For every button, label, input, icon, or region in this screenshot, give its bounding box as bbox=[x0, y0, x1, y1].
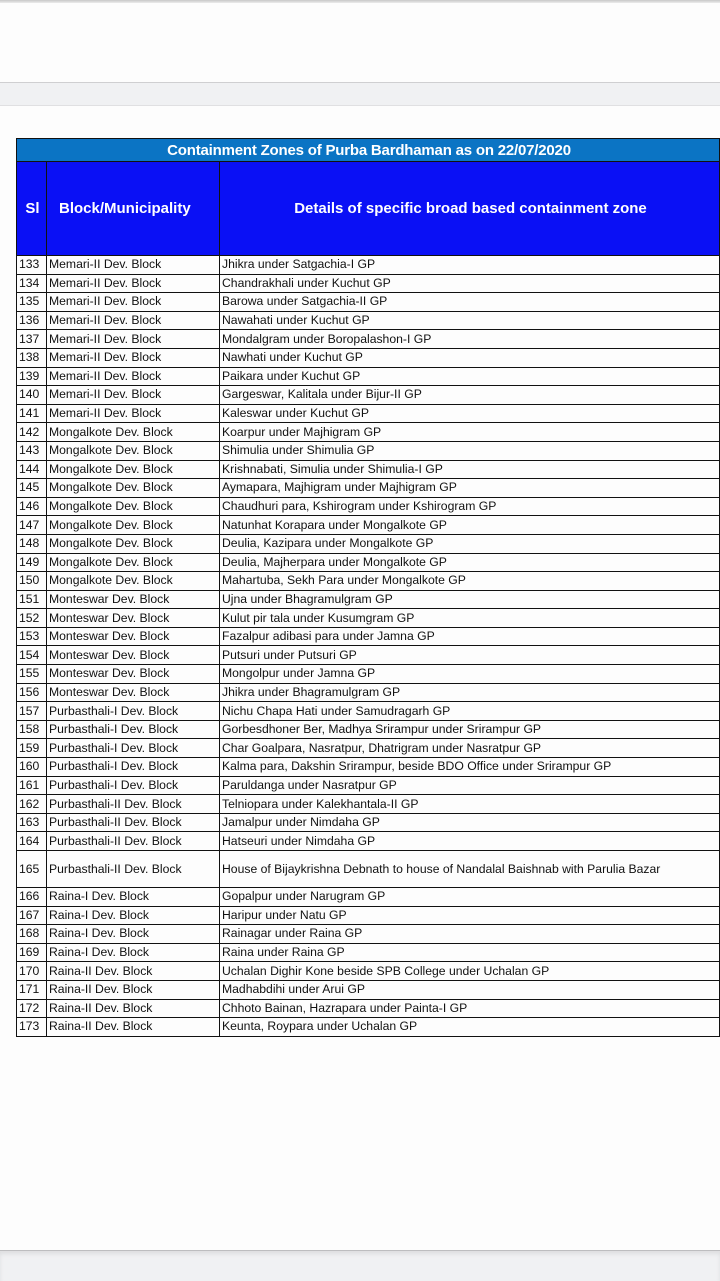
table-row bbox=[17, 516, 720, 535]
row-block: Monteswar Dev. Block bbox=[47, 683, 220, 702]
row-details: Barowa under Satgachia-II GP bbox=[220, 293, 720, 312]
row-details: Kaleswar under Kuchut GP bbox=[220, 404, 720, 423]
row-block: Raina-II Dev. Block bbox=[47, 980, 220, 999]
column-header-details: Details of specific broad based containment zone bbox=[220, 162, 720, 256]
row-sl: 161 bbox=[17, 776, 47, 795]
row-details: Nawhati under Kuchut GP bbox=[220, 348, 720, 367]
table-row bbox=[17, 999, 720, 1018]
row-details: Gargeswar, Kalitala under Bijur-II GP bbox=[220, 386, 720, 405]
row-details: Haripur under Natu GP bbox=[220, 906, 720, 925]
row-block: Mongalkote Dev. Block bbox=[47, 497, 220, 516]
table-body bbox=[17, 256, 720, 1037]
table-row bbox=[17, 646, 720, 665]
row-details: Hatseuri under Nimdaha GP bbox=[220, 832, 720, 851]
row-sl: 135 bbox=[17, 293, 47, 312]
row-sl: 149 bbox=[17, 553, 47, 572]
row-sl: 173 bbox=[17, 1018, 47, 1037]
row-sl: 168 bbox=[17, 925, 47, 944]
row-sl: 166 bbox=[17, 888, 47, 907]
row-block: Purbasthali-I Dev. Block bbox=[47, 720, 220, 739]
row-details: Kalma para, Dakshin Srirampur, beside BDO Office under Srirampur GP bbox=[220, 758, 720, 777]
column-header-row bbox=[17, 162, 720, 256]
row-details: Paikara under Kuchut GP bbox=[220, 367, 720, 386]
row-block: Monteswar Dev. Block bbox=[47, 646, 220, 665]
row-details: Telniopara under Kalekhantala-II GP bbox=[220, 795, 720, 814]
table-row bbox=[17, 683, 720, 702]
row-sl: 167 bbox=[17, 906, 47, 925]
row-sl: 136 bbox=[17, 311, 47, 330]
row-sl: 133 bbox=[17, 256, 47, 275]
table-row bbox=[17, 925, 720, 944]
row-block: Mongalkote Dev. Block bbox=[47, 572, 220, 591]
row-sl: 159 bbox=[17, 739, 47, 758]
row-block: Memari-II Dev. Block bbox=[47, 311, 220, 330]
row-sl: 140 bbox=[17, 386, 47, 405]
row-details: Gorbesdhoner Ber, Madhya Srirampur under Srirampur GP bbox=[220, 720, 720, 739]
table-row bbox=[17, 627, 720, 646]
row-sl: 148 bbox=[17, 534, 47, 553]
row-block: Raina-I Dev. Block bbox=[47, 943, 220, 962]
row-block: Memari-II Dev. Block bbox=[47, 256, 220, 275]
table-row bbox=[17, 311, 720, 330]
table-row bbox=[17, 348, 720, 367]
row-details: Mondalgram under Boropalashon-I GP bbox=[220, 330, 720, 349]
table-row bbox=[17, 758, 720, 777]
table-row bbox=[17, 256, 720, 275]
table-row bbox=[17, 404, 720, 423]
row-block: Purbasthali-I Dev. Block bbox=[47, 739, 220, 758]
row-details: Putsuri under Putsuri GP bbox=[220, 646, 720, 665]
row-block: Purbasthali-II Dev. Block bbox=[47, 813, 220, 832]
table-row bbox=[17, 441, 720, 460]
row-sl: 170 bbox=[17, 962, 47, 981]
row-block: Memari-II Dev. Block bbox=[47, 386, 220, 405]
row-details: Shimulia under Shimulia GP bbox=[220, 441, 720, 460]
row-block: Raina-II Dev. Block bbox=[47, 962, 220, 981]
table-row bbox=[17, 386, 720, 405]
row-details: Ujna under Bhagramulgram GP bbox=[220, 590, 720, 609]
row-sl: 142 bbox=[17, 423, 47, 442]
row-block: Mongalkote Dev. Block bbox=[47, 534, 220, 553]
table-title-row bbox=[17, 139, 720, 162]
row-sl: 163 bbox=[17, 813, 47, 832]
row-sl: 141 bbox=[17, 404, 47, 423]
table-row bbox=[17, 665, 720, 684]
table-row bbox=[17, 980, 720, 999]
row-block: Memari-II Dev. Block bbox=[47, 367, 220, 386]
row-block: Memari-II Dev. Block bbox=[47, 293, 220, 312]
row-sl: 158 bbox=[17, 720, 47, 739]
row-block: Purbasthali-I Dev. Block bbox=[47, 702, 220, 721]
row-sl: 139 bbox=[17, 367, 47, 386]
row-block: Purbasthali-II Dev. Block bbox=[47, 795, 220, 814]
table-row bbox=[17, 851, 720, 888]
row-sl: 162 bbox=[17, 795, 47, 814]
row-block: Raina-II Dev. Block bbox=[47, 1018, 220, 1037]
separator-band bbox=[0, 82, 720, 106]
row-details: Mahartuba, Sekh Para under Mongalkote GP bbox=[220, 572, 720, 591]
table-row bbox=[17, 962, 720, 981]
row-sl: 172 bbox=[17, 999, 47, 1018]
row-sl: 134 bbox=[17, 274, 47, 293]
table-row bbox=[17, 534, 720, 553]
row-sl: 151 bbox=[17, 590, 47, 609]
row-block: Memari-II Dev. Block bbox=[47, 274, 220, 293]
row-sl: 165 bbox=[17, 851, 47, 888]
row-details: House of Bijaykrishna Debnath to house of Nandalal Baishnab with Parulia Bazar bbox=[220, 851, 720, 888]
row-details: Jhikra under Satgachia-I GP bbox=[220, 256, 720, 275]
table-row bbox=[17, 572, 720, 591]
row-sl: 155 bbox=[17, 665, 47, 684]
row-sl: 152 bbox=[17, 609, 47, 628]
row-block: Mongalkote Dev. Block bbox=[47, 460, 220, 479]
row-sl: 138 bbox=[17, 348, 47, 367]
row-block: Mongalkote Dev. Block bbox=[47, 479, 220, 498]
row-sl: 144 bbox=[17, 460, 47, 479]
row-block: Purbasthali-I Dev. Block bbox=[47, 776, 220, 795]
row-sl: 157 bbox=[17, 702, 47, 721]
row-sl: 137 bbox=[17, 330, 47, 349]
row-details: Fazalpur adibasi para under Jamna GP bbox=[220, 627, 720, 646]
row-block: Monteswar Dev. Block bbox=[47, 590, 220, 609]
table-row bbox=[17, 813, 720, 832]
row-sl: 154 bbox=[17, 646, 47, 665]
row-details: Koarpur under Majhigram GP bbox=[220, 423, 720, 442]
row-sl: 143 bbox=[17, 441, 47, 460]
row-block: Mongalkote Dev. Block bbox=[47, 553, 220, 572]
table-row bbox=[17, 590, 720, 609]
row-block: Raina-I Dev. Block bbox=[47, 906, 220, 925]
row-block: Purbasthali-II Dev. Block bbox=[47, 832, 220, 851]
table-row bbox=[17, 609, 720, 628]
row-block: Mongalkote Dev. Block bbox=[47, 423, 220, 442]
table-row bbox=[17, 739, 720, 758]
row-sl: 145 bbox=[17, 479, 47, 498]
row-details: Keunta, Roypara under Uchalan GP bbox=[220, 1018, 720, 1037]
row-details: Char Goalpara, Nasratpur, Dhatrigram under Nasratpur GP bbox=[220, 739, 720, 758]
table-row bbox=[17, 943, 720, 962]
row-block: Monteswar Dev. Block bbox=[47, 665, 220, 684]
row-details: Chaudhuri para, Kshirogram under Kshirogram GP bbox=[220, 497, 720, 516]
row-details: Mongolpur under Jamna GP bbox=[220, 665, 720, 684]
row-block: Memari-II Dev. Block bbox=[47, 330, 220, 349]
row-details: Gopalpur under Narugram GP bbox=[220, 888, 720, 907]
row-sl: 156 bbox=[17, 683, 47, 702]
table-row bbox=[17, 888, 720, 907]
row-details: Aymapara, Majhigram under Majhigram GP bbox=[220, 479, 720, 498]
row-details: Natunhat Korapara under Mongalkote GP bbox=[220, 516, 720, 535]
row-details: Nawahati under Kuchut GP bbox=[220, 311, 720, 330]
row-details: Chandrakhali under Kuchut GP bbox=[220, 274, 720, 293]
document-image bbox=[16, 138, 719, 1037]
row-sl: 171 bbox=[17, 980, 47, 999]
table-row bbox=[17, 330, 720, 349]
table-row bbox=[17, 702, 720, 721]
row-details: Kulut pir tala under Kusumgram GP bbox=[220, 609, 720, 628]
row-block: Monteswar Dev. Block bbox=[47, 627, 220, 646]
row-details: Deulia, Majherpara under Mongalkote GP bbox=[220, 553, 720, 572]
table-row bbox=[17, 776, 720, 795]
row-details: Uchalan Dighir Kone beside SPB College under Uchalan GP bbox=[220, 962, 720, 981]
row-block: Memari-II Dev. Block bbox=[47, 348, 220, 367]
table-title: Containment Zones of Purba Bardhaman as on 22/07/2020 bbox=[17, 139, 720, 162]
column-header-block: Block/Municipality bbox=[47, 162, 220, 256]
row-block: Purbasthali-I Dev. Block bbox=[47, 758, 220, 777]
table-row bbox=[17, 906, 720, 925]
row-details: Paruldanga under Nasratpur GP bbox=[220, 776, 720, 795]
containment-zones-table bbox=[16, 138, 720, 1037]
top-edge bbox=[0, 0, 720, 3]
row-details: Deulia, Kazipara under Mongalkote GP bbox=[220, 534, 720, 553]
row-block: Raina-I Dev. Block bbox=[47, 888, 220, 907]
row-details: Jhikra under Bhagramulgram GP bbox=[220, 683, 720, 702]
table-row bbox=[17, 1018, 720, 1037]
column-header-sl: Sl bbox=[17, 162, 47, 256]
bottom-band bbox=[0, 1250, 720, 1281]
row-block: Memari-II Dev. Block bbox=[47, 404, 220, 423]
row-block: Mongalkote Dev. Block bbox=[47, 516, 220, 535]
row-block: Mongalkote Dev. Block bbox=[47, 441, 220, 460]
row-details: Madhabdihi under Arui GP bbox=[220, 980, 720, 999]
row-block: Raina-II Dev. Block bbox=[47, 999, 220, 1018]
row-sl: 146 bbox=[17, 497, 47, 516]
row-sl: 169 bbox=[17, 943, 47, 962]
row-details: Chhoto Bainan, Hazrapara under Painta-I GP bbox=[220, 999, 720, 1018]
table-row bbox=[17, 497, 720, 516]
row-block: Raina-I Dev. Block bbox=[47, 925, 220, 944]
table-row bbox=[17, 460, 720, 479]
table-row bbox=[17, 423, 720, 442]
row-details: Jamalpur under Nimdaha GP bbox=[220, 813, 720, 832]
row-details: Krishnabati, Simulia under Shimulia-I GP bbox=[220, 460, 720, 479]
table-row bbox=[17, 832, 720, 851]
table-row bbox=[17, 274, 720, 293]
table-row bbox=[17, 479, 720, 498]
row-sl: 153 bbox=[17, 627, 47, 646]
row-sl: 160 bbox=[17, 758, 47, 777]
table-row bbox=[17, 367, 720, 386]
row-sl: 164 bbox=[17, 832, 47, 851]
row-block: Purbasthali-II Dev. Block bbox=[47, 851, 220, 888]
row-details: Rainagar under Raina GP bbox=[220, 925, 720, 944]
row-sl: 150 bbox=[17, 572, 47, 591]
row-block: Monteswar Dev. Block bbox=[47, 609, 220, 628]
row-sl: 147 bbox=[17, 516, 47, 535]
table-row bbox=[17, 720, 720, 739]
table-row bbox=[17, 795, 720, 814]
table-row bbox=[17, 553, 720, 572]
row-details: Nichu Chapa Hati under Samudragarh GP bbox=[220, 702, 720, 721]
table-row bbox=[17, 293, 720, 312]
row-details: Raina under Raina GP bbox=[220, 943, 720, 962]
